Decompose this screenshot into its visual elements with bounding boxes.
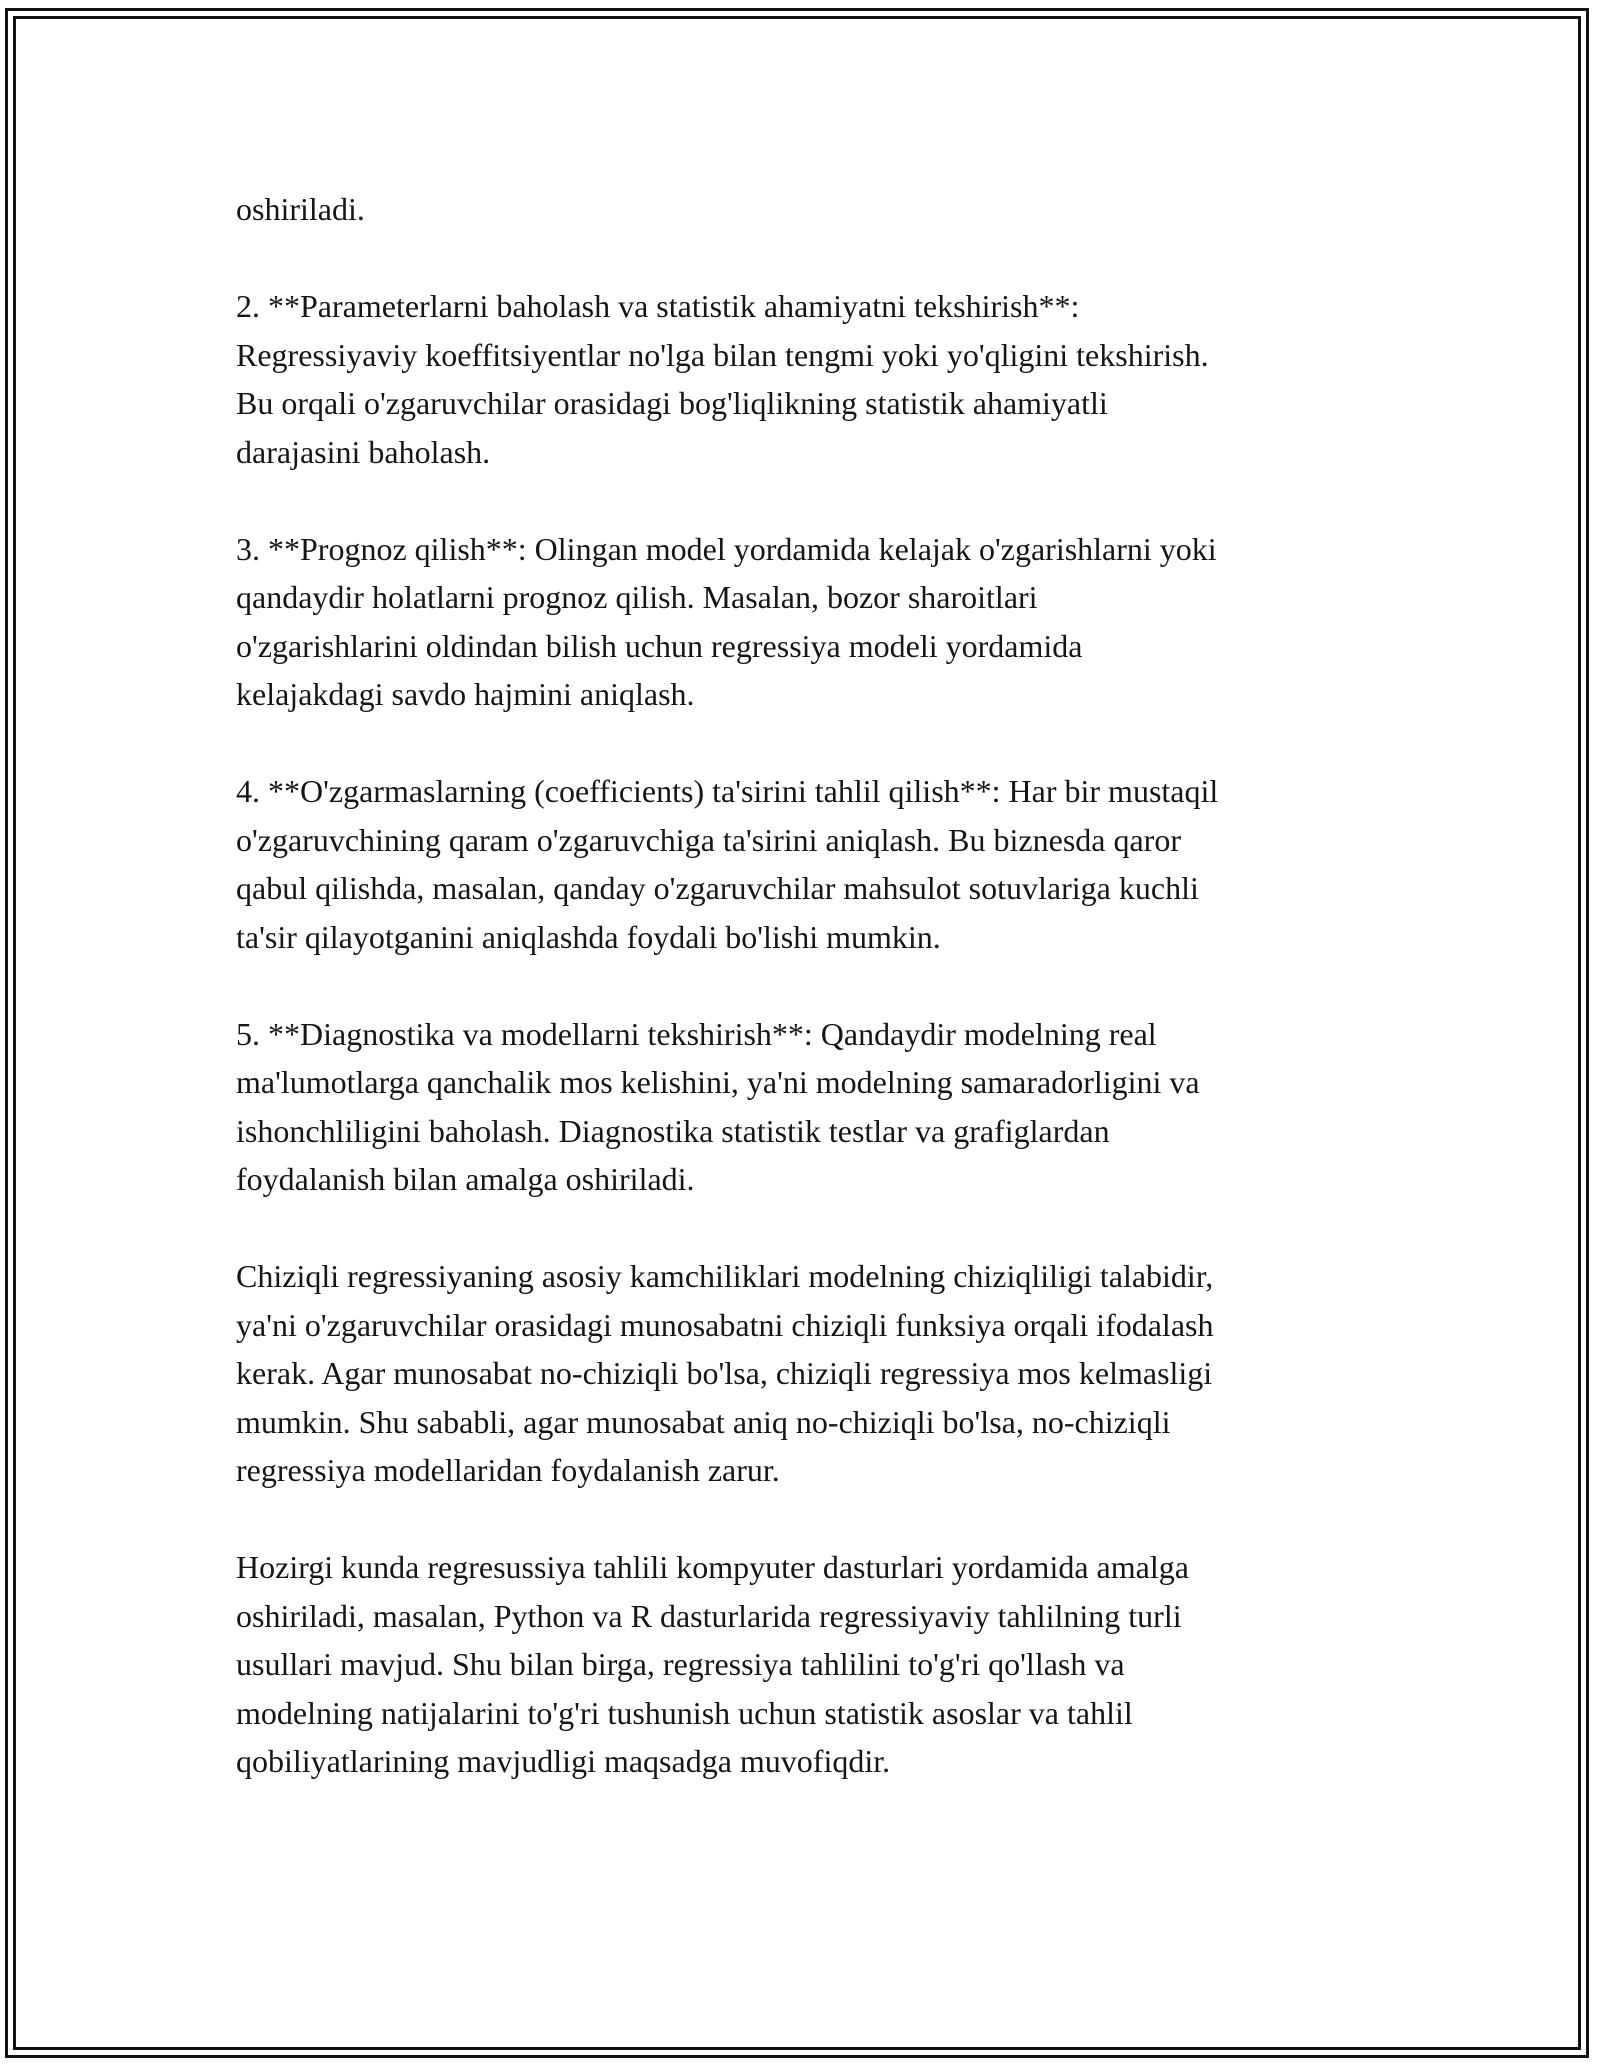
paragraph-limitations: Chiziqli regressiyaning asosiy kamchiliklari modelning chiziqliligi talabidir, ya'ni o'zgaruvchilar orasidagi munosabatni chiziqli funksiya orqali ifodalash kerak. Agar munosabat no-chiziqli bo'lsa, chiziqli regressiya mos kelmasligi mumkin. Shu sababli, agar munosabat aniq no-chiziqli bo'lsa, no-chiziqli regressiya modellaridan foydalanish zarur. xyxy=(236,1258,1214,1488)
paragraph-item-5: 5. **Diagnostika va modellarni tekshirish**: Qandaydir modelning real ma'lumotlarga qanchalik mos kelishini, ya'ni modelning samaradorligini va ishonchliligini baholash. Diagnostika statistik testlar va grafiglardan foydalanish bilan amalga oshiriladi. xyxy=(236,1015,1200,1197)
paragraph-continuation: oshiriladi. xyxy=(236,191,365,227)
paragraph-item-3: 3. **Prognoz qilish**: Olingan model yordamida kelajak o'zgarishlarni yoki qandaydir holatlarni prognoz qilish. Masalan, bozor sharoitlari o'zgarishlarini oldindan bilish uchun regressiya modeli yordamida kelajakdagi savdo hajmini aniqlash. xyxy=(236,530,1217,712)
paragraph-software: Hozirgi kunda regresussiya tahlili kompyuter dasturlari yordamida amalga oshiriladi, masalan, Python va R dasturlarida regressiyaviy tahlilning turli usullari mavjud. Shu bilan birga, regressiya tahlilini to'g'ri qo'llash va modelning natijalarini to'g'ri tushunish uchun statistik asoslar va tahlil qobiliyatlarining mavjudligi maqsadga muvofiqdir. xyxy=(236,1549,1189,1779)
paragraph-item-2: 2. **Parameterlarni baholash va statistik ahamiyatni tekshirish**: Regressiyaviy koeffitsiyentlar no'lga bilan tengmi yoki yo'qligini tekshirish. Bu orqali o'zgaruvchilar orasidagi bog'liqlikning statistik ahamiyatli darajasini baholash. xyxy=(236,288,1209,470)
paragraph-item-4: 4. **O'zgarmaslarning (coefficients) ta'sirini tahlil qilish**: Har bir mustaqil o'zgaruvchining qaram o'zgaruvchiga ta'sirini aniqlash. Bu biznesda qaror qabul qilishda, masalan, qanday o'zgaruvchilar mahsulot sotuvlariga kuchli ta'sir qilayotganini aniqlashda foydali bo'lishi mumkin. xyxy=(236,773,1219,955)
document-body xyxy=(236,185,1376,1834)
